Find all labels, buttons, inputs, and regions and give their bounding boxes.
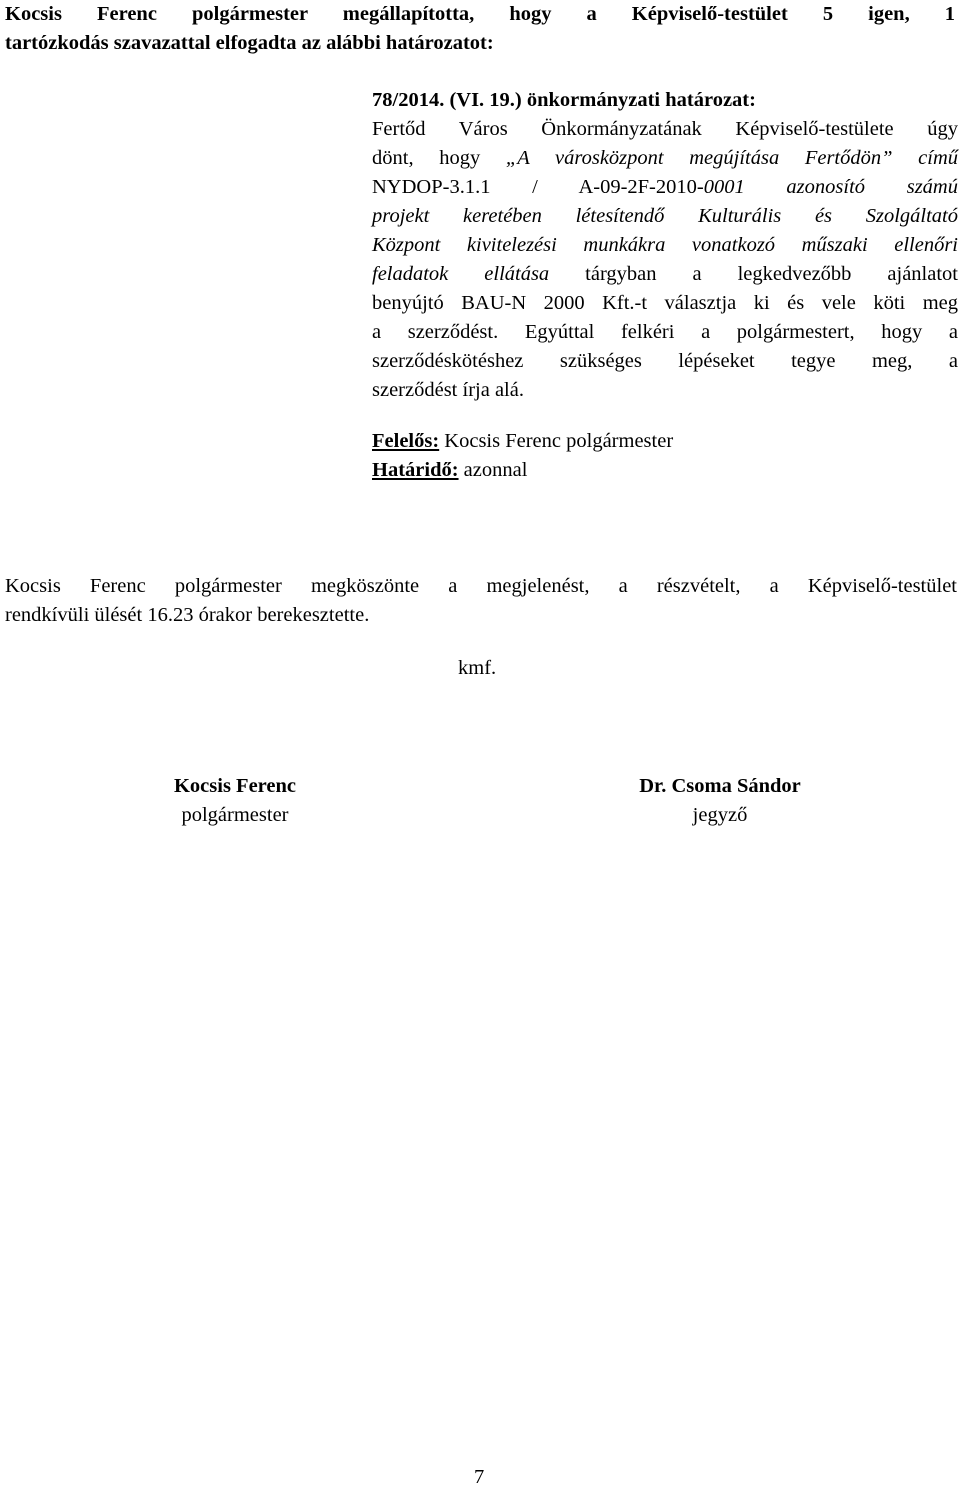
resolution-line: szerződéskötéshez szükséges lépéseket tegye meg, a: [372, 350, 958, 372]
resolution-line: szerződést írja alá.: [372, 379, 524, 401]
closing-line-1: Kocsis Ferenc polgármester megköszönte a megjelenést, a részvételt, a Képviselő-testület: [5, 575, 957, 597]
resolution-line: Fertőd Város Önkormányzatának Képviselő-testülete úgy: [372, 118, 958, 140]
resolution-line: benyújtó BAU-N 2000 Kft.-t választja ki és vele köti meg: [372, 292, 958, 314]
resolution-line: NYDOP-3.1.1 / A-09-2F-2010-0001 azonosító számú: [372, 176, 958, 198]
deadline-value: azonnal: [458, 459, 528, 481]
resolution-heading: 78/2014. (VI. 19.) önkormányzati határozat:: [372, 89, 756, 111]
resolution-line: feladatok ellátása tárgyban a legkedvezőbb ajánlatot: [372, 263, 958, 285]
signature-mayor: [160, 772, 310, 830]
signature-title: polgármester: [181, 804, 289, 826]
deadline-label: Határidő:: [372, 459, 459, 481]
signature-name: Kocsis Ferenc: [173, 775, 297, 797]
resolution-line: a szerződést. Egyúttal felkéri a polgármestert, hogy a: [372, 321, 958, 343]
signature-notary: [615, 772, 825, 830]
page-number: 7: [474, 1466, 485, 1488]
responsible-label: Felelős:: [372, 430, 440, 452]
signature-name: Dr. Csoma Sándor: [639, 775, 801, 797]
intro-line-2: tartózkodás szavazattal elfogadta az alábbi határozatot:: [5, 32, 494, 54]
resolution-body: [372, 115, 958, 405]
signature-title: jegyző: [692, 804, 748, 826]
responsible-row: [372, 427, 673, 456]
resolution-line: projekt keretében létesítendő Kulturális és Szolgáltató: [372, 205, 958, 227]
project-title: „A városközpont megújítása Fertődön” című: [505, 147, 958, 169]
resolution-line: dönt, hogy „A városközpont megújítása Fertődön” című: [372, 147, 958, 169]
resolution-line: Központ kivitelezési munkákra vonatkozó műszaki ellenőri: [372, 234, 958, 256]
kmf-label: kmf.: [458, 657, 497, 679]
deadline-row: [372, 456, 673, 485]
intro-line-1: Kocsis Ferenc polgármester megállapította, hogy a Képviselő-testület 5 igen, 1: [5, 3, 955, 25]
resolution-block: [372, 86, 958, 405]
responsibility-block: [372, 427, 673, 485]
closing-paragraph: [5, 572, 957, 630]
responsible-value: Kocsis Ferenc polgármester: [439, 430, 674, 452]
closing-line-2: rendkívüli ülését 16.23 órakor berekesztette.: [5, 604, 370, 626]
intro-paragraph: [5, 0, 955, 58]
